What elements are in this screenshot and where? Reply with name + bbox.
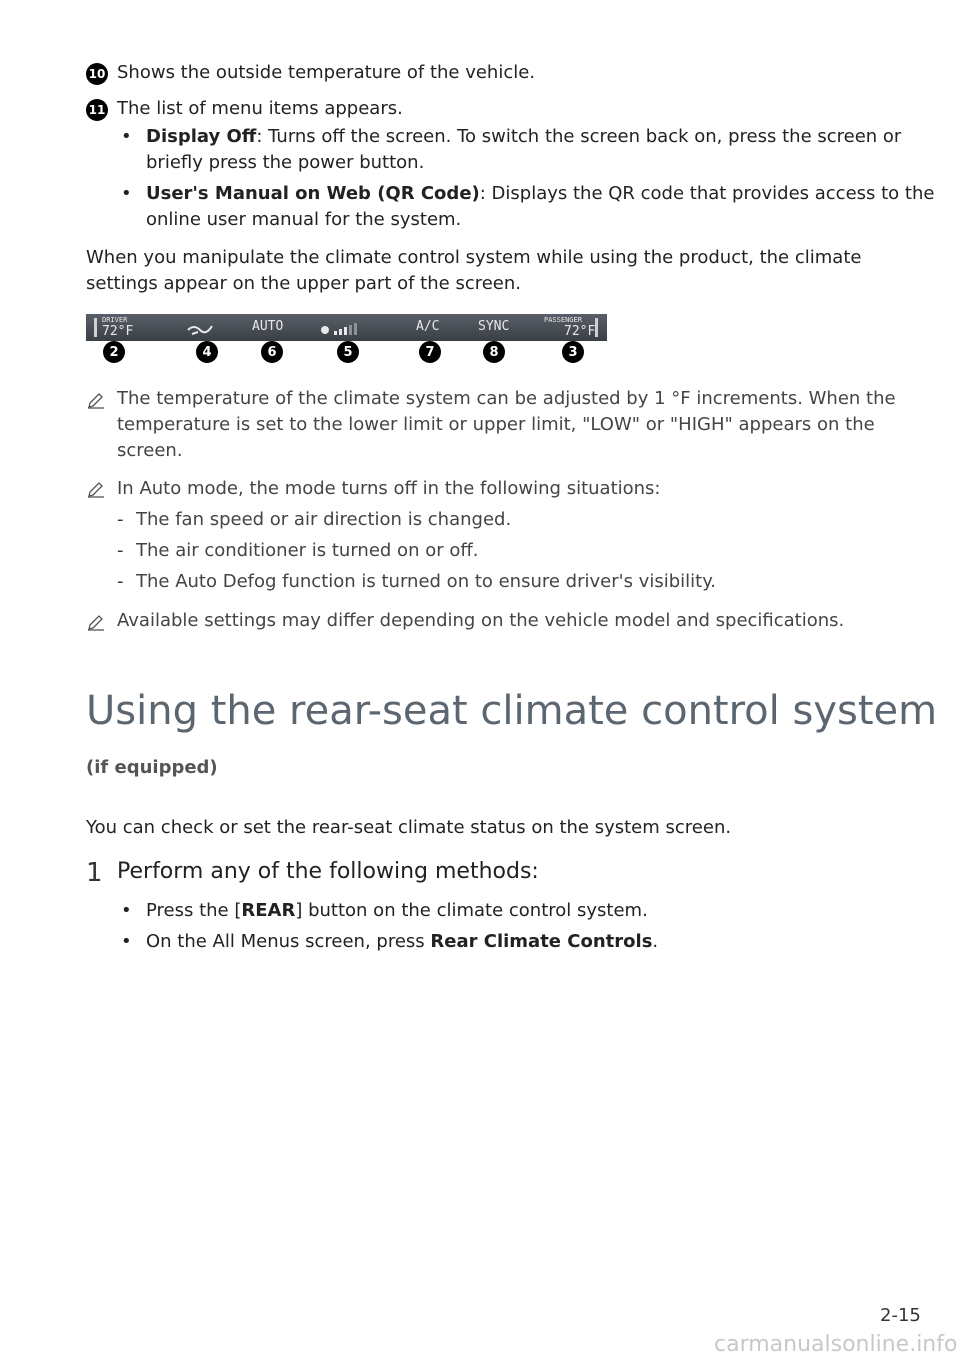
bullet-text: Display Off: Turns off the screen. To switch the screen back on, press the screen or (146, 126, 902, 147)
pencil-note-icon (86, 479, 106, 499)
callout-marker: 5 (337, 341, 359, 363)
dash-item-text: The Auto Defog function is turned on to ensure driver's visibility. (136, 571, 717, 592)
passenger-temp: 72°F (564, 324, 596, 339)
bullet-dot: • (121, 126, 132, 147)
bullet-dot: • (121, 900, 132, 921)
driver-temp: 72°F (102, 324, 134, 339)
callout-marker: 3 (562, 341, 584, 363)
driver-temp-bar-icon (94, 318, 97, 337)
dash-marker: - (117, 571, 124, 592)
intro-text: settings appear on the upper part of the screen. (86, 273, 521, 294)
passenger-label: PASSENGER (544, 316, 582, 324)
step-bullet-text: Press the [REAR] button on the climate control system. (146, 900, 648, 921)
section-intro: You can check or set the rear-seat climate status on the system screen. (86, 817, 732, 838)
sync-label: SYNC (478, 319, 510, 334)
step-bullet-text: On the All Menus screen, press Rear Climate Controls. (146, 931, 659, 952)
callout-marker: 8 (483, 341, 505, 363)
note-text: temperature is set to the lower limit or upper limit, "LOW" or "HIGH" appears on the (117, 414, 875, 435)
bullet-dot: • (121, 183, 132, 204)
auto-mode-label: AUTO (252, 319, 284, 334)
pencil-note-icon (86, 612, 106, 632)
dash-item-text: The air conditioner is turned on or off. (136, 540, 479, 561)
dash-marker: - (117, 509, 124, 530)
item-number-badge: 11 (86, 99, 108, 121)
note-text: The temperature of the climate system can be adjusted by 1 °F increments. When the (117, 388, 896, 409)
bullet-text-cont: online user manual for the system. (146, 209, 462, 230)
dash-item-text: The fan speed or air direction is changed. (136, 509, 512, 530)
driver-label: DRIVER (102, 316, 128, 324)
watermark: carmanualsonline.info (714, 1332, 958, 1357)
callout-marker: 4 (196, 341, 218, 363)
section-title: Using the rear-seat climate control system (86, 688, 938, 734)
air-direction-icon (186, 320, 214, 336)
note-text: In Auto mode, the mode turns off in the following situations: (117, 478, 661, 499)
bullet-dot: • (121, 931, 132, 952)
step-number: 1 (86, 858, 103, 888)
ac-label: A/C (416, 319, 440, 334)
fan-speed-icon (320, 322, 366, 336)
intro-text: When you manipulate the climate control system while using the product, the climate (86, 247, 862, 268)
passenger-temp-bar-icon (595, 318, 598, 337)
bullet-text-cont: briefly press the power button. (146, 152, 425, 173)
note-text: screen. (117, 440, 183, 461)
item-text: The list of menu items appears. (117, 98, 403, 119)
climate-status-strip (86, 314, 607, 341)
section-subtitle: (if equipped) (86, 757, 218, 778)
bullet-text: User's Manual on Web (QR Code): Displays the QR code that provides access to the (146, 183, 935, 204)
page-number: 2-15 (880, 1305, 921, 1326)
step-title: Perform any of the following methods: (117, 859, 539, 884)
callout-marker: 6 (261, 341, 283, 363)
item-text: Shows the outside temperature of the vehicle. (117, 62, 536, 83)
callout-marker: 7 (419, 341, 441, 363)
item-number-badge: 10 (86, 63, 108, 85)
note-text: Available settings may differ depending on the vehicle model and specifications. (117, 610, 845, 631)
callout-marker: 2 (103, 341, 125, 363)
dash-marker: - (117, 540, 124, 561)
pencil-note-icon (86, 390, 106, 410)
